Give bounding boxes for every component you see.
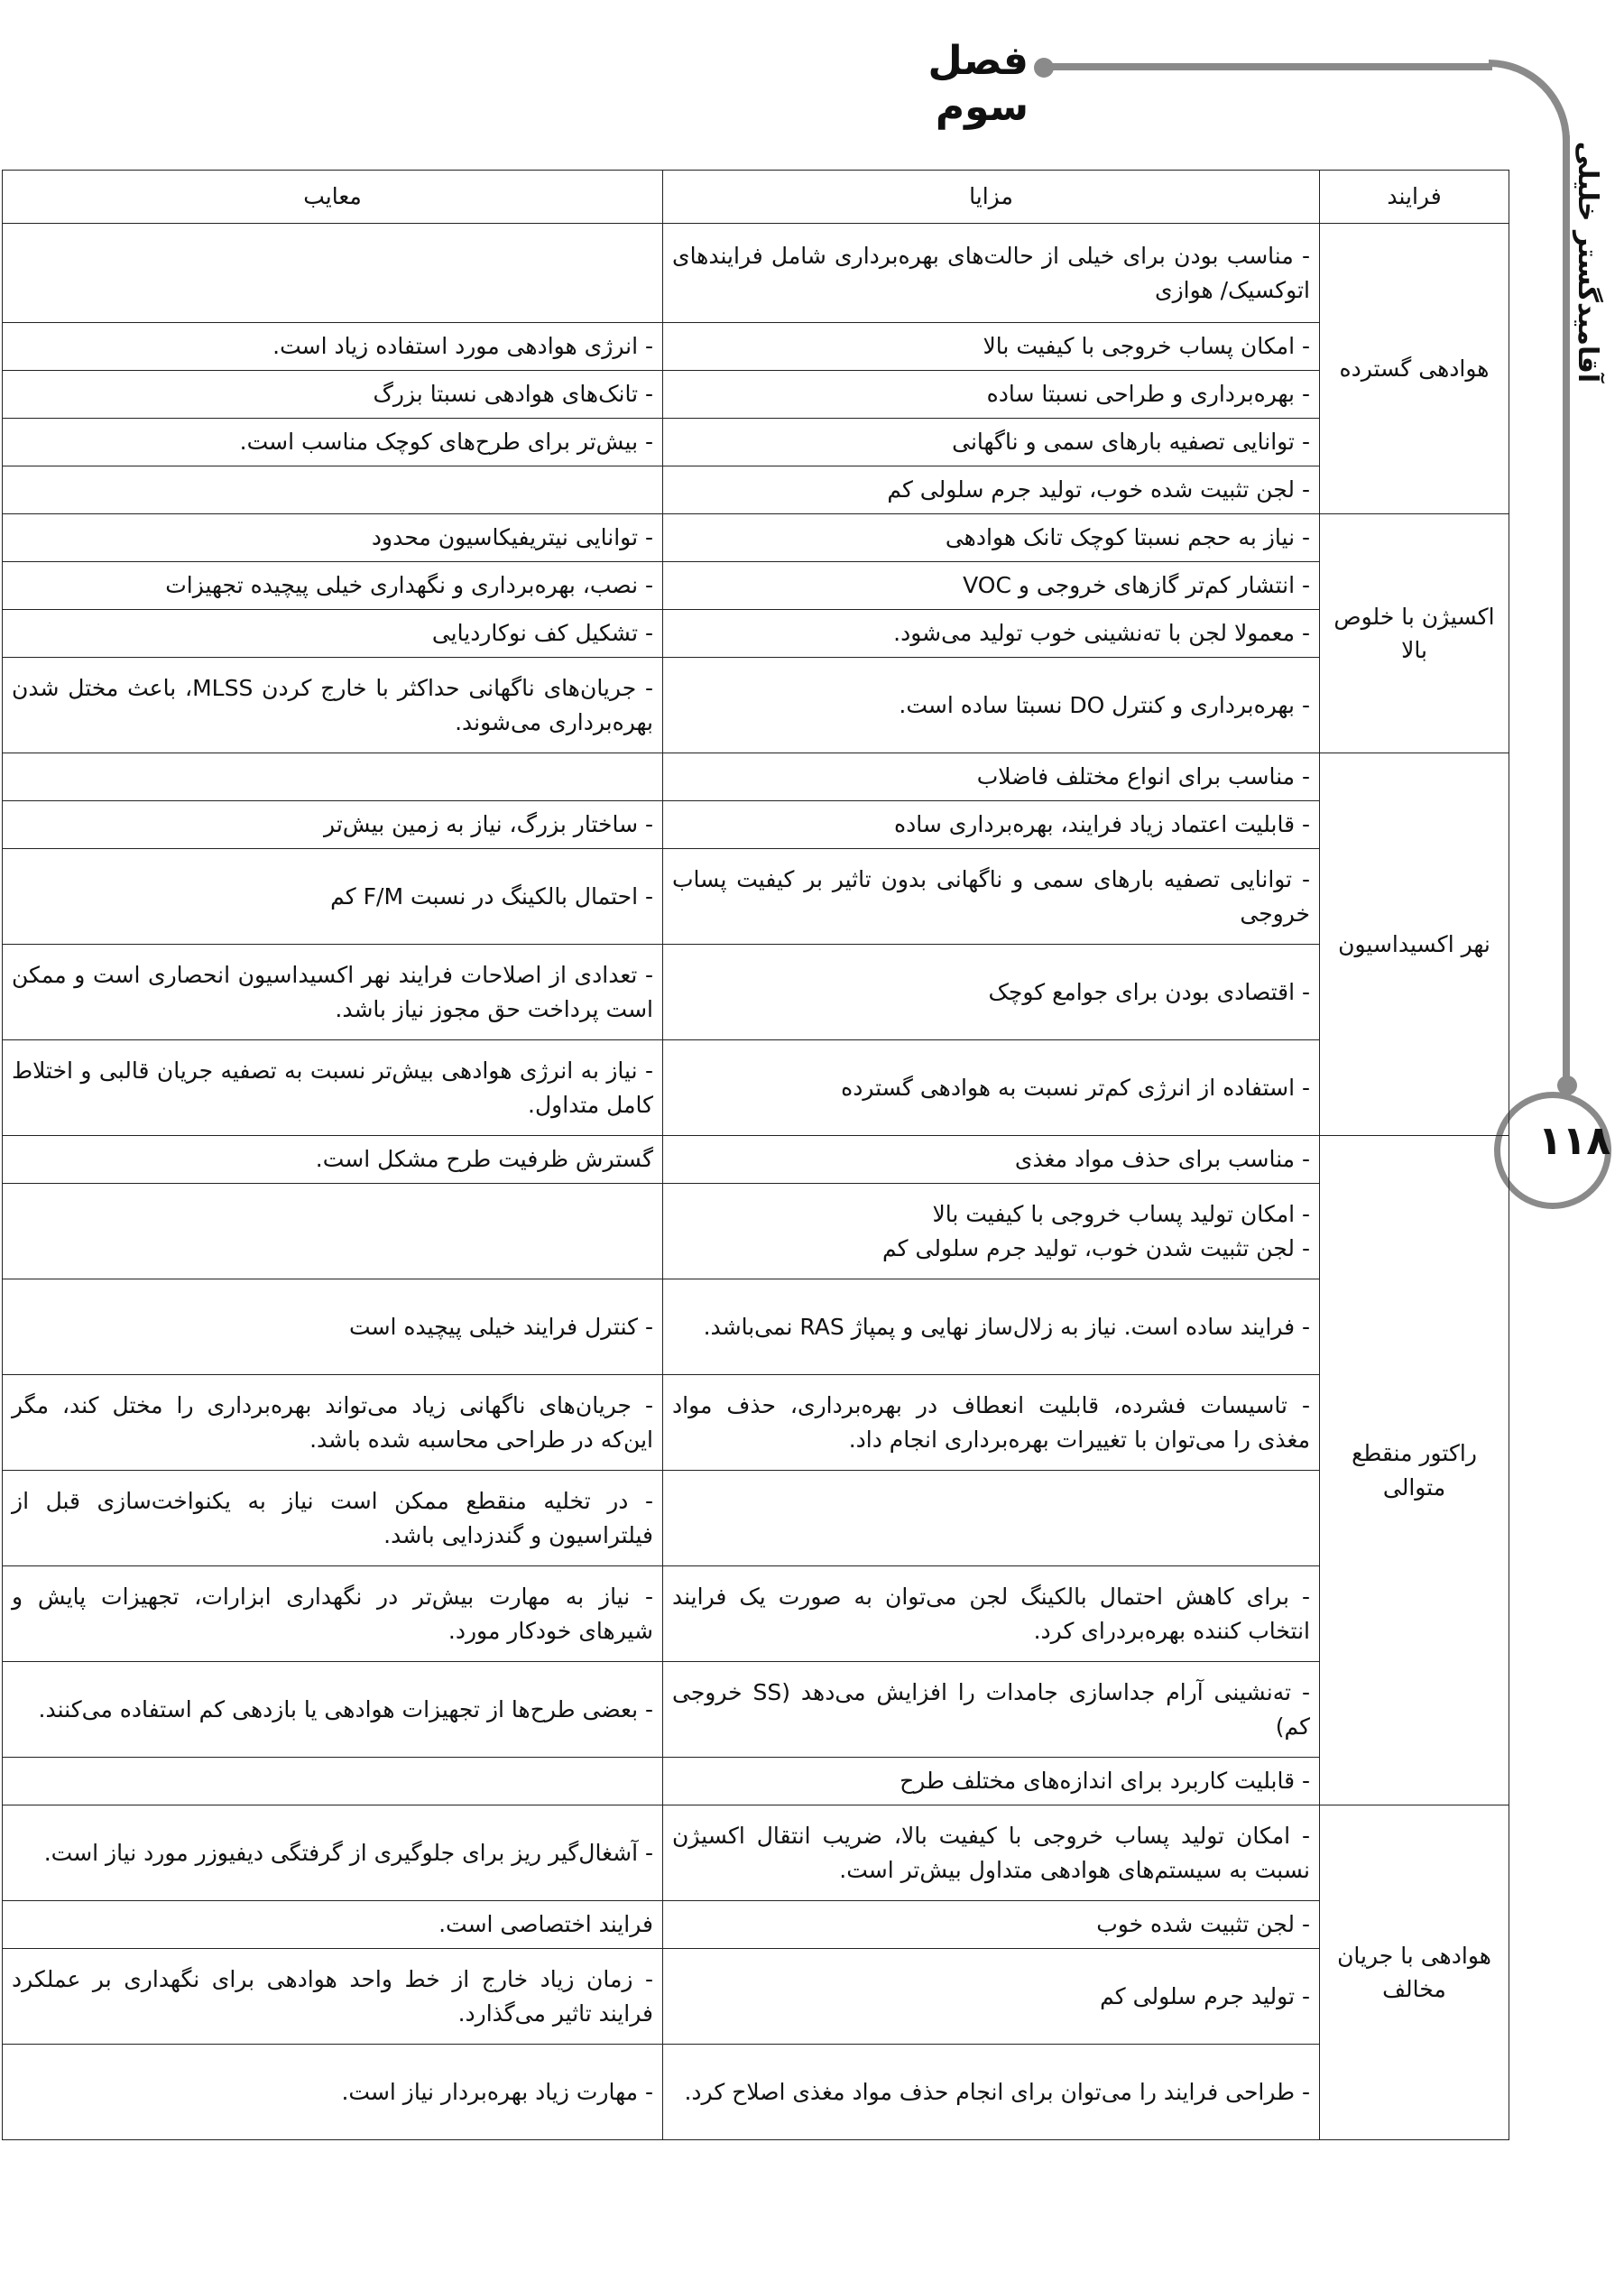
- disadvantage-cell: - نیاز به انرژی هوادهی بیش‌تر نسبت به تصفیه جریان قالبی و اختلاط کامل متداول.: [3, 1040, 663, 1136]
- table-row: [3, 419, 1509, 466]
- advantage-cell: - تاسیسات فشرده، قابلیت انعطاف در بهره‌برداری، حذف مواد مغذی را می‌توان با تغییرات بهره‌برداری انجام داد.: [663, 1375, 1320, 1471]
- disadvantage-cell: - توانایی نیتریفیکاسیون محدود: [3, 514, 663, 562]
- author-vertical-label: [1570, 126, 1606, 397]
- table-row: [3, 1375, 1509, 1471]
- disadvantage-cell: - جریان‌های ناگهانی زیاد می‌تواند بهره‌برداری را مختل کند، مگر این‌که در طراحی محاسبه شده باشد.: [3, 1375, 663, 1471]
- advantage-cell: - توانایی تصفیه بارهای سمی و ناگهانی: [663, 419, 1320, 466]
- disadvantage-cell: [3, 224, 663, 323]
- advantage-cell: - معمولا لجن با ته‌نشینی خوب تولید می‌شود.: [663, 610, 1320, 658]
- advantage-cell: - ته‌نشینی آرام جداسازی جامدات را افزایش می‌دهد (SS خروجی کم): [663, 1662, 1320, 1758]
- table-row: [3, 514, 1509, 562]
- disadvantage-cell: - زمان زیاد خارج از خط واحد هوادهی برای نگهداری بر عملکرد فرایند تاثیر می‌گذارد.: [3, 1949, 663, 2045]
- disadvantage-cell: - تانک‌های هوادهی نسبتا بزرگ: [3, 371, 663, 419]
- advantage-cell: - بهره‌برداری و کنترل DO نسبتا ساده است.: [663, 658, 1320, 753]
- advantage-cell: - لجن تثبیت شده خوب: [663, 1901, 1320, 1949]
- advantage-cell: [663, 1184, 1320, 1279]
- process-cell: نهر اکسیداسیون: [1320, 753, 1509, 1136]
- disadvantage-cell: - نصب، بهره‌برداری و نگهداری خیلی پیچیده تجهیزات: [3, 562, 663, 610]
- disadvantage-cell: [3, 466, 663, 514]
- disadvantage-cell: - نیاز به مهارت بیش‌تر در نگهداری ابزارات، تجهیزات پایش و شیرهای خودکار مورد.: [3, 1566, 663, 1662]
- table-row: [3, 1136, 1509, 1184]
- advantage-cell: - انتشار کم‌تر گازهای خروجی و VOC: [663, 562, 1320, 610]
- advantage-cell: - مناسب بودن برای خیلی از حالت‌های بهره‌برداری شامل فرایندهای اتوکسیک/ هوازی: [663, 224, 1320, 323]
- advantage-cell: - بهره‌برداری و طراحی نسبتا ساده: [663, 371, 1320, 419]
- disadvantage-cell: - بعضی طرح‌ها از تجهیزات هوادهی یا بازدهی کم استفاده می‌کنند.: [3, 1662, 663, 1758]
- advantage-cell: - برای کاهش احتمال بالکینگ لجن می‌توان به صورت یک فرایند انتخاب کننده بهره‌بردرای کرد.: [663, 1566, 1320, 1662]
- process-cell: هوادهی گسترده: [1320, 224, 1509, 514]
- page-number: ۱۱۸: [1537, 1118, 1611, 1164]
- advantage-cell: - قابلیت کاربرد برای اندازه‌های مختلف طرح: [663, 1758, 1320, 1805]
- table-row: [3, 323, 1509, 371]
- table-row: [3, 1662, 1509, 1758]
- header-process: فرایند: [1320, 171, 1509, 224]
- table-row: [3, 945, 1509, 1040]
- header-disadvantages: معایب: [3, 171, 663, 224]
- disadvantage-cell: - کنترل فرایند خیلی پیچیده است: [3, 1279, 663, 1375]
- header-advantages: مزایا: [663, 171, 1320, 224]
- advantage-line: - لجن تثبیت شدن خوب، تولید جرم سلولی کم: [882, 1234, 1310, 1261]
- disadvantage-cell: - بیش‌تر برای طرح‌های کوچک مناسب است.: [3, 419, 663, 466]
- process-cell: راکتور منقطع متوالی: [1320, 1136, 1509, 1805]
- margin-rule-line: [1563, 135, 1570, 1083]
- disadvantage-cell: - مهارت زیاد بهره‌بردار نیاز است.: [3, 2045, 663, 2140]
- table-row: [3, 371, 1509, 419]
- disadvantage-cell: - آشغال‌گیر ریز برای جلوگیری از گرفتگی دیفیوزر مورد نیاز است.: [3, 1805, 663, 1901]
- disadvantage-cell: - ساختار بزرگ، نیاز به زمین بیش‌تر: [3, 801, 663, 849]
- advantage-cell: - نیاز به حجم نسبتا کوچک تانک هوادهی: [663, 514, 1320, 562]
- disadvantage-cell: [3, 1184, 663, 1279]
- table-row: [3, 1949, 1509, 2045]
- author-name: آقامید‌گستر خلیلی: [1572, 141, 1604, 383]
- advantage-cell: - مناسب برای حذف مواد مغذی: [663, 1136, 1320, 1184]
- table-row: [3, 1566, 1509, 1662]
- advantage-cell: - تولید جرم سلولی کم: [663, 1949, 1320, 2045]
- disadvantage-cell: [3, 753, 663, 801]
- advantage-cell: - لجن تثبیت شده خوب، تولید جرم سلولی کم: [663, 466, 1320, 514]
- table-row: [3, 1471, 1509, 1566]
- advantage-cell: - فرایند ساده است. نیاز به زلال‌ساز نهایی و پمپاژ RAS نمی‌باشد.: [663, 1279, 1320, 1375]
- table-row: [3, 1901, 1509, 1949]
- table-row: [3, 466, 1509, 514]
- advantage-cell: - طراحی فرایند را می‌توان برای انجام حذف مواد مغذی اصلاح کرد.: [663, 2045, 1320, 2140]
- table-row: [3, 1040, 1509, 1136]
- disadvantage-cell: فرایند اختصاصی است.: [3, 1901, 663, 1949]
- advantage-cell: - توانایی تصفیه بارهای سمی و ناگهانی بدون تاثیر بر کیفیت پساب خروجی: [663, 849, 1320, 945]
- disadvantage-cell: - جریان‌های ناگهانی حداکثر با خارج کردن MLSS، باعث مختل شدن بهره‌برداری می‌شوند.: [3, 658, 663, 753]
- advantage-cell: - استفاده از انرژی کم‌تر نسبت به هوادهی گسترده: [663, 1040, 1320, 1136]
- chapter-title: فصل سوم: [927, 38, 1029, 130]
- disadvantage-cell: - تعدادی از اصلاحات فرایند نهر اکسیداسیون انحصاری است و ممکن است پرداخت حق مجوز نیاز باشد.: [3, 945, 663, 1040]
- advantage-cell: - مناسب برای انواع مختلف فاضلاب: [663, 753, 1320, 801]
- disadvantage-cell: گسترش ظرفیت طرح مشکل است.: [3, 1136, 663, 1184]
- table-row: [3, 658, 1509, 753]
- table-row: [3, 610, 1509, 658]
- disadvantage-cell: - انرژی هوادهی مورد استفاده زیاد است.: [3, 323, 663, 371]
- process-cell: اکسیژن با خلوص بالا: [1320, 514, 1509, 753]
- disadvantage-cell: - احتمال بالکینگ در نسبت F/M کم: [3, 849, 663, 945]
- table-row: [3, 224, 1509, 323]
- advantage-cell: - امکان تولید پساب خروجی با کیفیت بالا، ضریب انتقال اکسیژن نسبت به سیستم‌های هوادهی متداول بیش‌تر است.: [663, 1805, 1320, 1901]
- header-rule-curve: [1489, 60, 1570, 141]
- table-header-row: [3, 171, 1509, 224]
- process-cell: هوادهی با جریان مخالف: [1320, 1805, 1509, 2140]
- table-row: [3, 1805, 1509, 1901]
- table-row: [3, 849, 1509, 945]
- header-rule-line: [1047, 63, 1492, 70]
- table-row: [3, 1184, 1509, 1279]
- table-row: [3, 1758, 1509, 1805]
- disadvantage-cell: - در تخلیه منقطع ممکن است نیاز به یکنواخت‌سازی قبل از فیلتراسیون و گندزدایی باشد.: [3, 1471, 663, 1566]
- advantage-cell: - قابلیت اعتماد زیاد فرایند، بهره‌برداری ساده: [663, 801, 1320, 849]
- table-row: [3, 801, 1509, 849]
- table-row: [3, 2045, 1509, 2140]
- advantage-cell: - امکان پساب خروجی با کیفیت بالا: [663, 323, 1320, 371]
- table-row: [3, 753, 1509, 801]
- disadvantage-cell: [3, 1758, 663, 1805]
- advantage-cell: - اقتصادی بودن برای جوامع کوچک: [663, 945, 1320, 1040]
- advantage-cell: [663, 1471, 1320, 1566]
- comparison-table: [2, 170, 1509, 2140]
- disadvantage-cell: - تشکیل کف نوکاردیایی: [3, 610, 663, 658]
- table-row: [3, 562, 1509, 610]
- advantage-line: - امکان تولید پساب خروجی با کیفیت بالا: [932, 1201, 1310, 1227]
- table-row: [3, 1279, 1509, 1375]
